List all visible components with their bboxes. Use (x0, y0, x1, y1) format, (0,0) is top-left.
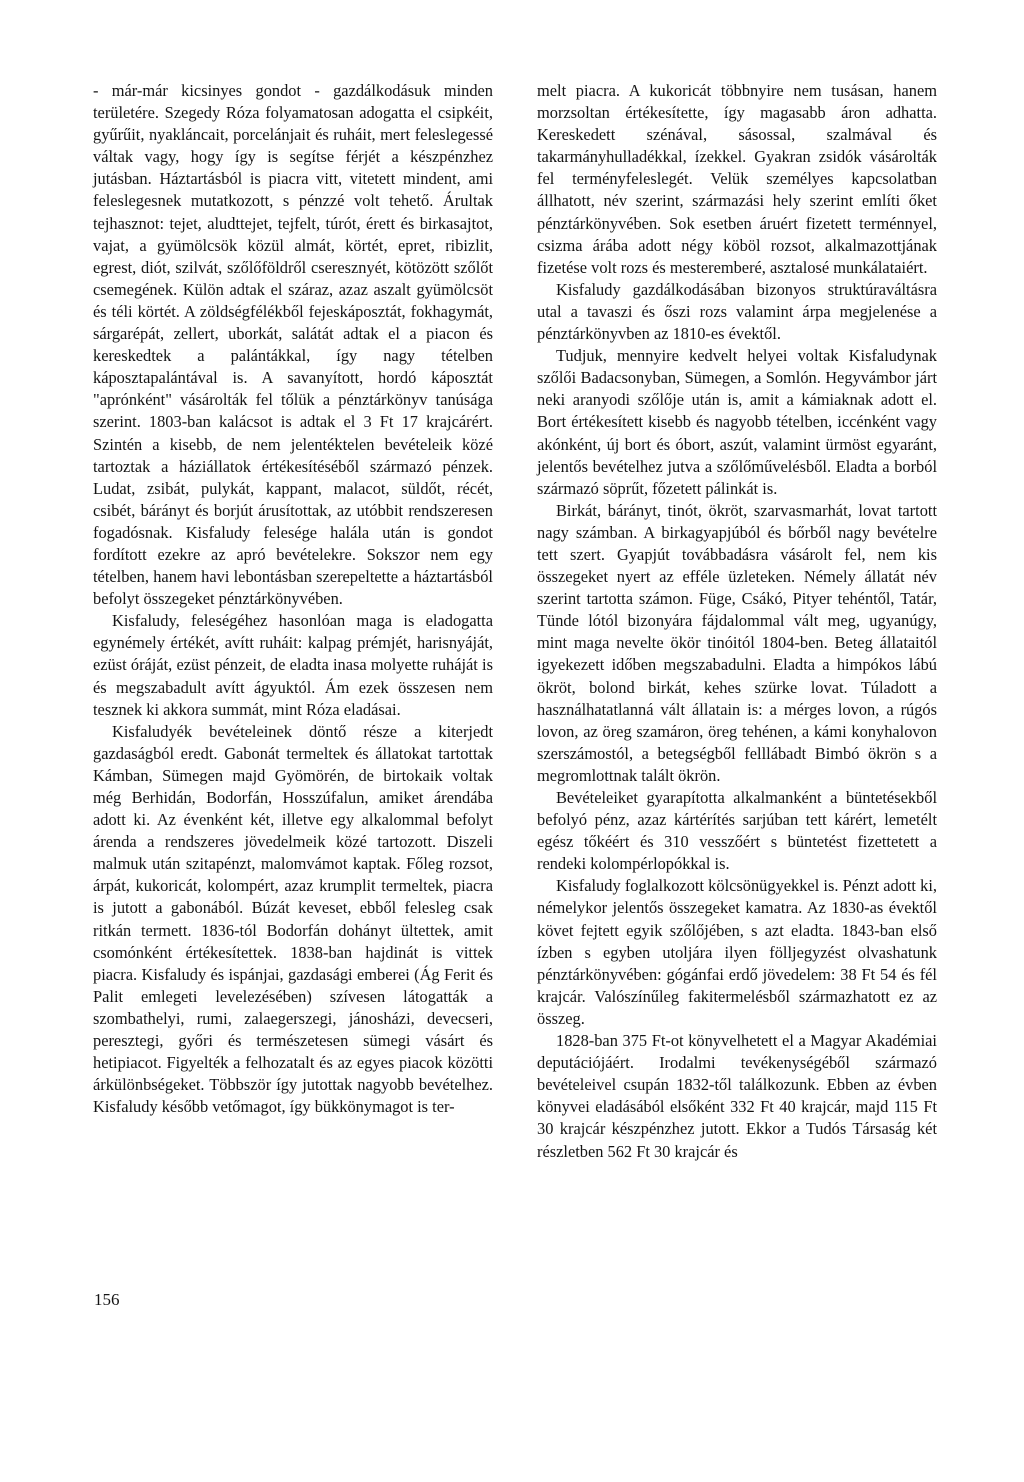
paragraph: Tudjuk, mennyire kedvelt helyei voltak Kisfaludynak szőlői Badacsonyban, Sümegen, a Somlón. Hegyvámbor járt neki aranyodi szőlője után is, amit a kámiaknak adott el. Bort értékesített kisebb és nagyobb tételben, iccénként vagy akónként, új bort és óbort, aszút, valamint ürmöst egyaránt, jelentős bevételhez jutva a szőlőművelésből. Eladta a borból származó söprűt, főzetett pálinkát is. (537, 346, 937, 498)
paragraph: Kisfaludy foglalkozott kölcsönügyekkel is. Pénzt adott ki, némelykor jelentős összegeket kamatra. Az 1830-as évektől követ fejtett egyik szőlőjében, s azt eladta. 1843-ban első ízben s egyben utoljára ilyen fölljegyzést olvashatunk pénztárkönyvében: gógánfai erdő jövedelem: 38 Ft 54 és fél krajcár. Valószínűleg fakitermelésből származhatott ez az összeg. (537, 876, 937, 1028)
paragraph: Birkát, bárányt, tinót, ökröt, szarvasmarhát, lovat tartott nagy számban. A birkagyapjúból és bőrből nagy bevételre tett szert. Gyapjút továbbadásra vásárolt fel, nem kis összegeket nyert az efféle üzleteken. Némely állatát név szerint tartotta számon. Füge, Csákó, Pityer tehéntől, Tatár, Tünde lótól bizonyára fájdalommal vált meg, ugyanúgy, mint maga nevelte ökör tinóitól 1804-ben. Beteg állataitól igyekezett időben megszabadulni. Eladta a himpókos lábú ökröt, bolond birkát, kehes szürke lovat. Túladott a használhatatlanná vált állatain is: a mérges lovon, a rúgós lovon, az öreg szamáron, öreg tehénen, a kámi konyhalovon szerszámostól, a betegségből felllábadt Bimbó ökrön s a megromlottnak talált ökrön. (537, 500, 937, 785)
paragraph: Kisfaludyék bevételeinek döntő része a kiterjedt gazdaságból eredt. Gabonát termeltek és állatokat tartottak Kámban, Sümegen majd Gyömörén, de birtokaik voltak még Berhidán, Bodorfán, Hosszúfalun, amiket árendába adott ki. Az évenként két, illetve egy alkalommal befolyt árenda a rendszeres jövedelmeik közé tartozott. Diszeli malmuk után szitapénzt, malomvámot kaptak. Főleg rozsot, árpát, kukoricát, kolompért, azaz krumplit termeltek, piacra is jutott a gabonából. Búzát keveset, ebből felesleg csak ritkán termett. 1836-tól Bodorfán dohányt ültettek, amit csomónként értékesítettek. 1838-ban hajdinát is vittek piacra. Kisfaludy és ispánjai, gazdasági emberei (Ág Ferit és Palit emlegeti levelezésében) szívesen látogatták a szombathelyi, rumi, zalaegerszegi, jánosházi, devecseri, peresztegi, győri és természetesen sümegi vásárt és hetipiacot. Figyelték a felhozatalt és az egyes piacok közötti árkülönbségeket. Többször így jutottak nagyobb bevételhez. Kisfaludy később vetőmagot, így bükkönymagot is ter- (93, 721, 493, 1117)
paragraph: 1828-ban 375 Ft-ot könyvelhetett el a Magyar Akadémiai deputációjáért. Irodalmi tevékenységéből származó bevételeivel csupán 1832-től találkozunk. Ebben az évben könyvei eladásából elsőként 332 Ft 40 krajcár, majd 115 Ft 30 krajcár készpénzhez jutott. Ekkor a Tudós Társaság két részletben 562 Ft 30 krajcár és (537, 1031, 937, 1161)
left-text-column (93, 80, 493, 1118)
page-number: 156 (94, 1290, 120, 1309)
right-text-column (537, 80, 937, 1163)
paragraph: - már-már kicsinyes gondot - gazdálkodásuk minden területére. Szegedy Róza folyamatosan adogatta el csipkéit, gyűrűit, nyakláncait, porcelánjait és ruháit, mert feleslegessé váltak vagy, hogy így is segítse férjét a készpénzhez jutásban. Háztartásból is piacra vitt, vitetett mindent, ami feleslegesnek mutatkozott, s pénzzé volt tehető. Árultak tejhasznot: tejet, aludttejet, tejfelt, túrót, érett és birkasajtot, vajat, a gyümölcsök közül almát, körtét, epret, ribizlit, egrest, diót, szilvát, szőlőföldről cseresznyét, kötözött szőlőt csemegének. Külön adtak el száraz, azaz aszalt gyümölcsöt és téli körtét. A zöldségfélékből fejeskáposztát, fokhagymát, sárgarépát, zellert, uborkát, salátát adtak el a piacon és kereskedtek a palántákkal, így nagy tételben káposztapalántával is. A savanyított, hordó káposztát "aprónként" vásárolták fel tőlük a pénztárkönyv tanúsága szerint. 1803-ban kalácsot is adtak el 3 Ft 17 krajcárért. Szintén a kisebb, de nem jelentéktelen bevételeik közé tartoztak a háziállatok értékesítéséből származó pénzek. Ludat, zsibát, pulykát, kappant, malacot, süldőt, récét, csibét, bárányt és borjút árusítottak, az utóbbit rendszeresen fogadósnak. Kisfaludy felesége halála után is gondot fordított ezekre az apró bevételekre. Sokszor nem egy tételben, hanem havi lebontásban szerepeltette a háztartásból befolyt összegeket pénztárkönyvében. (93, 81, 493, 609)
paragraph: Kisfaludy gazdálkodásában bizonyos struktúraváltásra utal a tavaszi és őszi rozs valamint árpa megjelenése a pénztárkönyvben az 1810-es évektől. (537, 279, 937, 344)
paragraph: Kisfaludy, feleségéhez hasonlóan maga is eladogatta egynémely értékét, avítt ruháit: kalpag prémjét, harisnyáját, ezüst óráját, ezüst pénzeit, de eladta inasa molyette ruháját is és megszabadult avítt ágyuktól. Ám ezek összesen nem tesznek ki akkora summát, mint Róza eladásai. (93, 611, 493, 719)
paragraph: melt piacra. A kukoricát többnyire nem tusásan, hanem morzsoltan értékesítette, így magasabb áron adhatta. Kereskedett szénával, sásossal, szalmával és takarmányhulladékkal, ízekkel. Gyakran zsidók vásárolták fel terményfeleslegét. Velük személyes kapcsolatban állhatott, név szerint, származási hely szerint említi őket pénztárkönyvében. Sok esetben áruért fizetett terménnyel, csizma árába adott négy köböl rozsot, alkalmazottjának fizetése volt rozs és mesteremberé, asztalosé munkálataiért. (537, 81, 937, 277)
paragraph: Bevételeiket gyarapította alkalmanként a büntetésekből befolyó pénz, azaz kártérítés sarjúban tett kárért, lemetélt egész tőkéért és 310 vesszőért s büntetést fizettetett a rendeki kolompérlopókkal is. (537, 788, 937, 874)
